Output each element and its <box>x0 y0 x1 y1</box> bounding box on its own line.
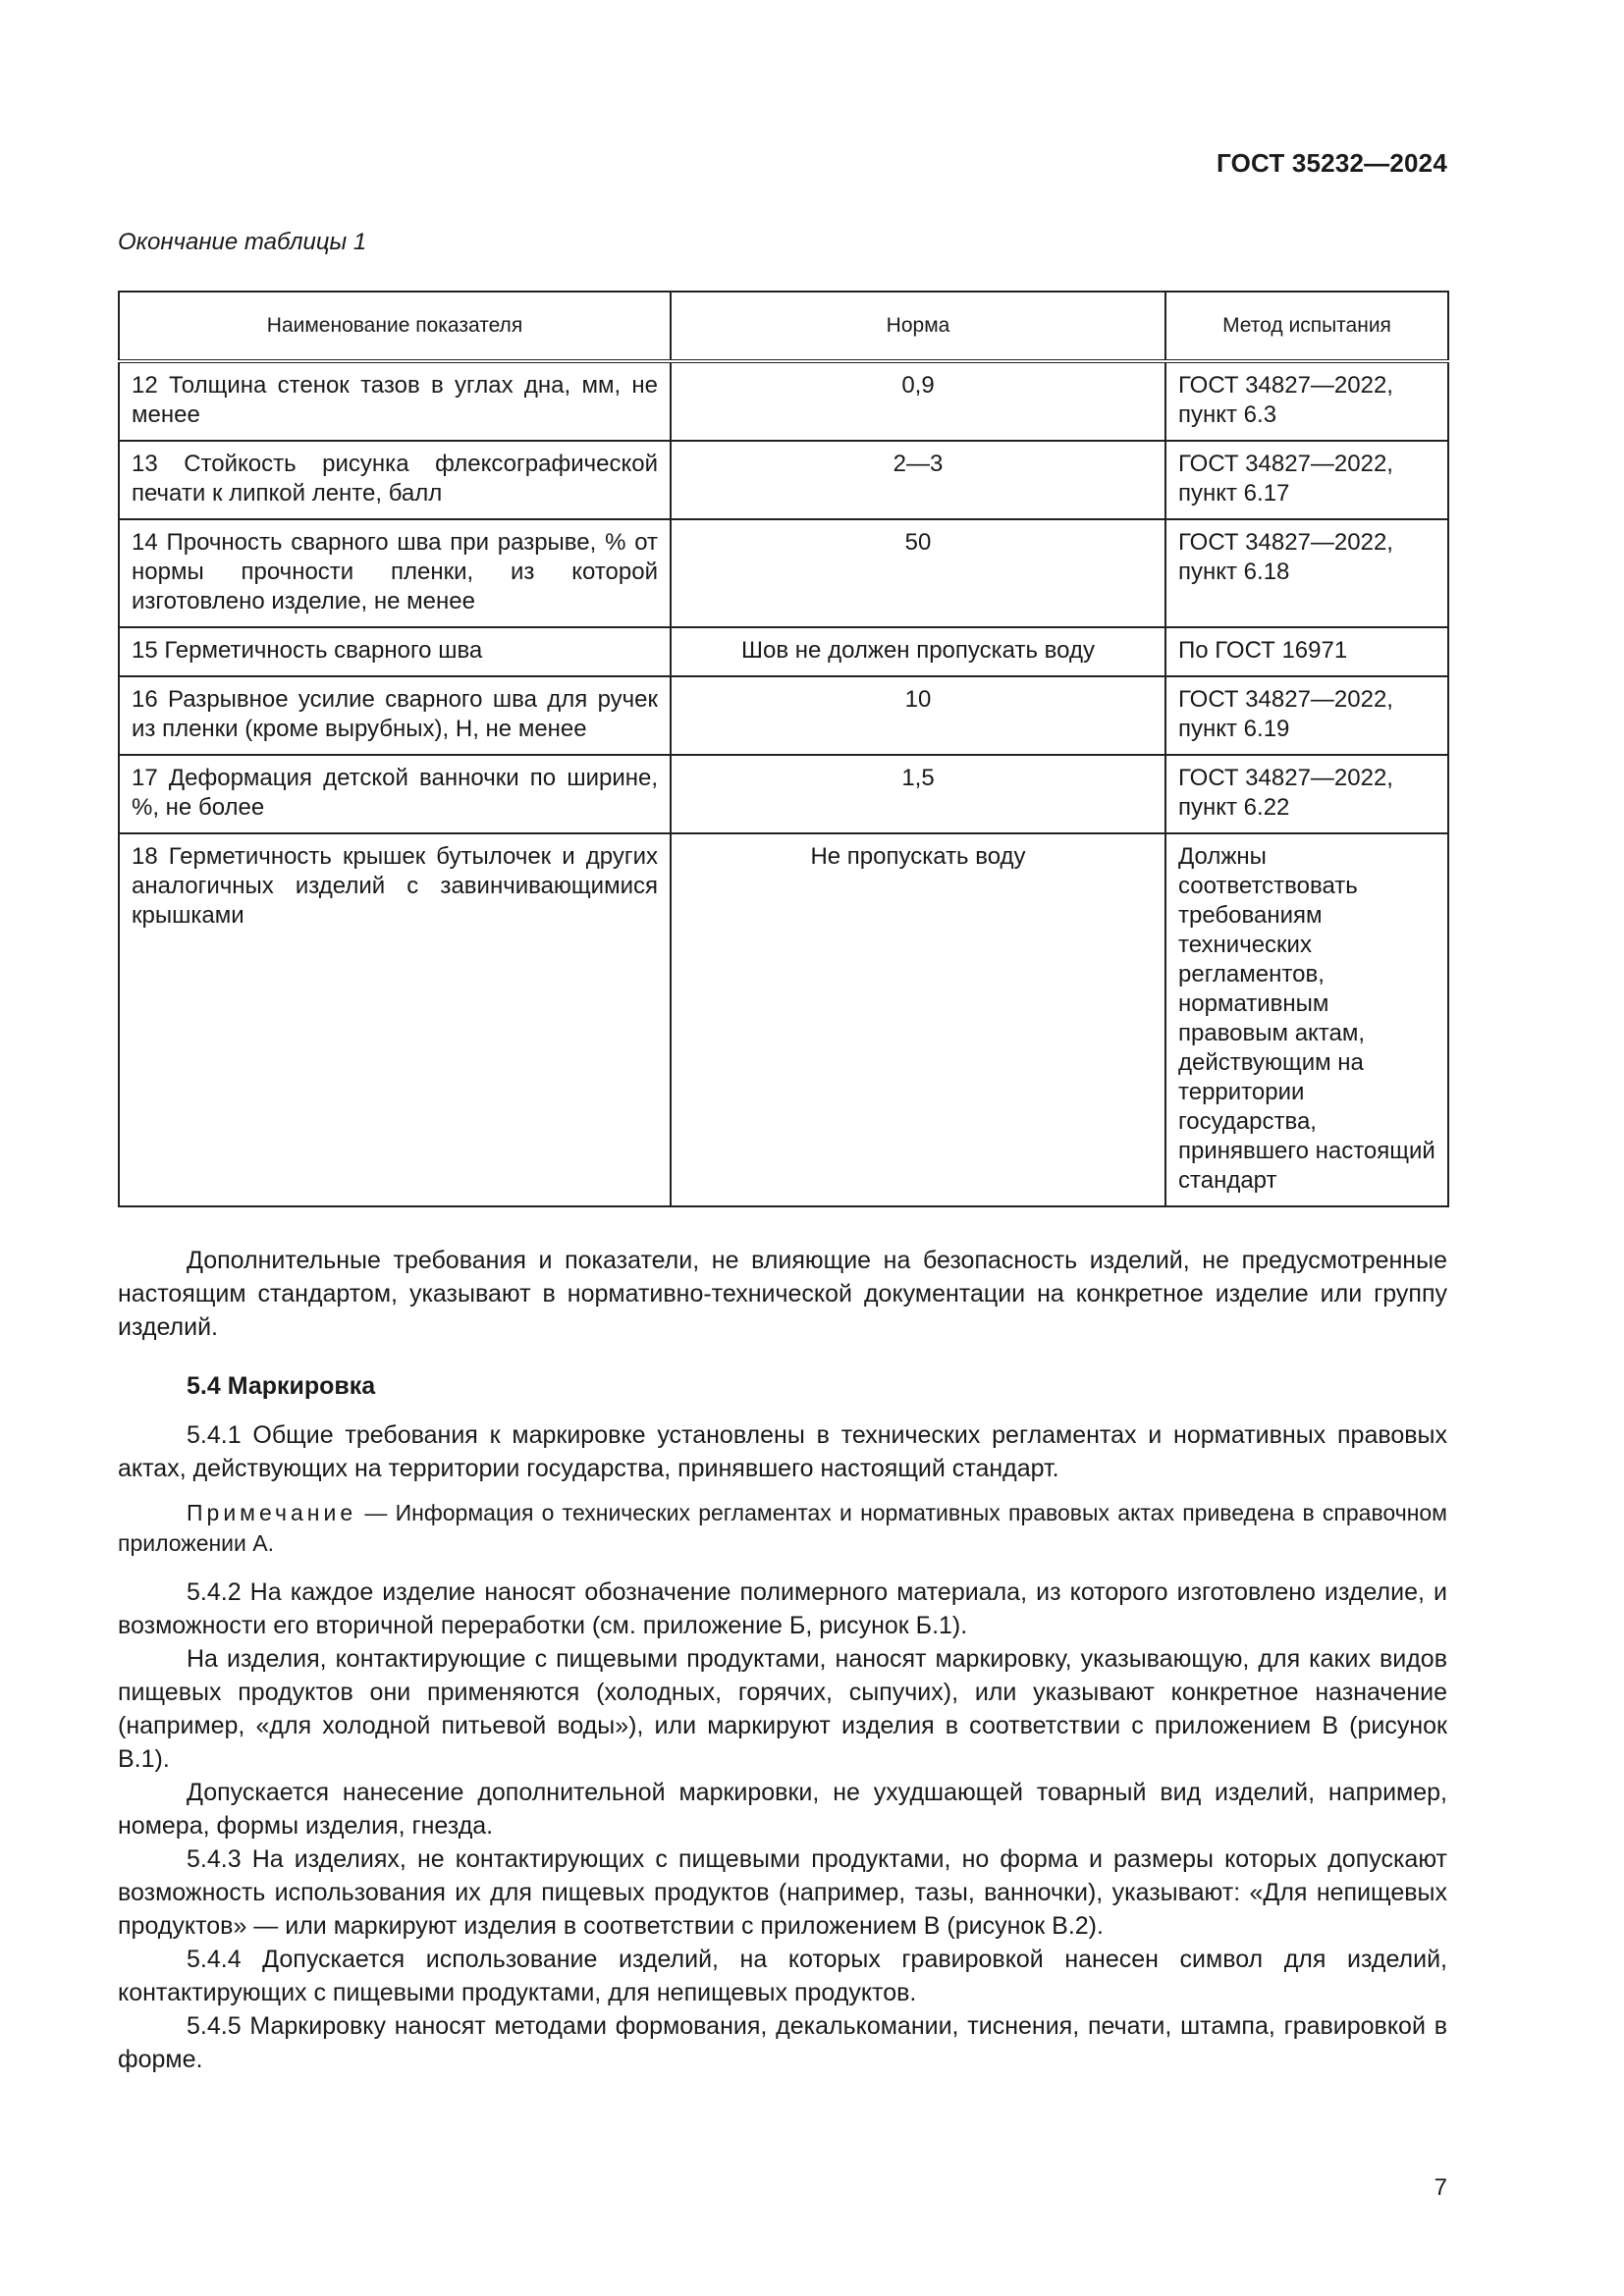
row-12-method: ГОСТ 34827—2022, пункт 6.3 <box>1165 361 1448 441</box>
column-header-norm: Норма <box>671 292 1165 361</box>
column-header-method: Метод испытания <box>1165 292 1448 361</box>
paragraph-5-4-5: 5.4.5 Маркировку наносят методами формования, декалькомании, тиснения, печати, штампа, гравировкой в форме. <box>118 2012 1447 2073</box>
section-heading-5-4: 5.4 Маркировка <box>187 1372 376 1400</box>
paragraph-5-4-2: 5.4.2 На каждое изделие наносят обозначение полимерного материала, из которого изготовлено изделие, и возможности его вторичной переработки (см. приложение Б, рисунок Б.1). <box>118 1578 1447 1639</box>
table-row <box>119 676 1448 755</box>
note-paragraph <box>118 1498 1447 1559</box>
row-18-method: Должны соответствовать требованиям технических регламентов, нормативным правовым актам, действующим на территории государства, принявшего настоящий стандарт <box>1165 833 1448 1206</box>
paragraph-additional-requirements: Дополнительные требования и показатели, не влияющие на безопасность изделий, не предусмотренные настоящим стандартом, указывают в нормативно-технической документации на конкретное изделие или группу изделий. <box>118 1247 1447 1341</box>
row-14-name: 14 Прочность сварного шва при разрыве, % от нормы прочности пленки, из которой изготовлено изделие, не менее <box>119 519 671 627</box>
row-13-name: 13 Стойкость рисунка флексографической печати к липкой ленте, балл <box>119 441 671 519</box>
note-label: Примечание <box>187 1500 357 1525</box>
row-17-norm: 1,5 <box>671 755 1165 833</box>
column-header-name: Наименование показателя <box>119 292 671 361</box>
row-18-norm: Не пропускать воду <box>671 833 1165 1206</box>
row-16-method: ГОСТ 34827—2022, пункт 6.19 <box>1165 676 1448 755</box>
table-row <box>119 441 1448 519</box>
row-13-norm: 2—3 <box>671 441 1165 519</box>
table-header-row <box>119 292 1448 361</box>
row-18-name: 18 Герметичность крышек бутылочек и других аналогичных изделий с завинчивающимися крышками <box>119 833 671 1206</box>
page-number: 7 <box>1434 2174 1447 2201</box>
paragraph-additional-marking: Допускается нанесение дополнительной маркировки, не ухудшающей товарный вид изделий, например, номера, формы изделия, гнезда. <box>118 1779 1447 1840</box>
specifications-table <box>118 291 1449 1207</box>
table-row <box>119 361 1448 441</box>
paragraph-food-contact-marking: На изделия, контактирующие с пищевыми продуктами, наносят маркировку, указывающую, для каких видов пищевых продуктов они применяются (холодных, горячих, сыпучих), или указывают конкретное назначение (например, «для холодной питьевой воды»), или маркируют изделия в соответствии с приложением В (рисунок В.1). <box>118 1645 1447 1773</box>
table-caption: Окончание таблицы 1 <box>118 229 367 255</box>
row-13-method: ГОСТ 34827—2022, пункт 6.17 <box>1165 441 1448 519</box>
note-text: — Информация о технических регламентах и нормативных правовых актах приведена в справочном приложении А. <box>118 1500 1447 1556</box>
paragraph-5-4-4: 5.4.4 Допускается использование изделий, на которых гравировкой нанесен символ для изделий, контактирующих с пищевыми продуктами, для непищевых продуктов. <box>118 1946 1447 2006</box>
row-17-method: ГОСТ 34827—2022, пункт 6.22 <box>1165 755 1448 833</box>
row-17-name: 17 Деформация детской ванночки по ширине, %, не более <box>119 755 671 833</box>
paragraph-5-4-1: 5.4.1 Общие требования к маркировке установлены в технических регламентах и нормативных правовых актах, действующих на территории государства, принявшего настоящий стандарт. <box>118 1421 1447 1482</box>
table-row <box>119 755 1448 833</box>
row-15-name: 15 Герметичность сварного шва <box>119 627 671 676</box>
table-row <box>119 833 1448 1206</box>
document-code: ГОСТ 35232—2024 <box>1217 148 1447 178</box>
row-14-method: ГОСТ 34827—2022, пункт 6.18 <box>1165 519 1448 627</box>
paragraph-5-4-3: 5.4.3 На изделиях, не контактирующих с пищевыми продуктами, но форма и размеры которых допускают возможность использования их для пищевых продуктов (например, тазы, ванночки), указывают: «Для непищевых продуктов» — или маркируют изделия в соответствии с приложением В (рисунок В.2). <box>118 1845 1447 1940</box>
row-16-norm: 10 <box>671 676 1165 755</box>
row-16-name: 16 Разрывное усилие сварного шва для ручек из пленки (кроме вырубных), Н, не менее <box>119 676 671 755</box>
row-12-norm: 0,9 <box>671 361 1165 441</box>
row-15-norm: Шов не должен пропускать воду <box>671 627 1165 676</box>
table-row <box>119 519 1448 627</box>
row-12-name: 12 Толщина стенок тазов в углах дна, мм, не менее <box>119 361 671 441</box>
row-14-norm: 50 <box>671 519 1165 627</box>
row-15-method: По ГОСТ 16971 <box>1165 627 1448 676</box>
table-row <box>119 627 1448 676</box>
